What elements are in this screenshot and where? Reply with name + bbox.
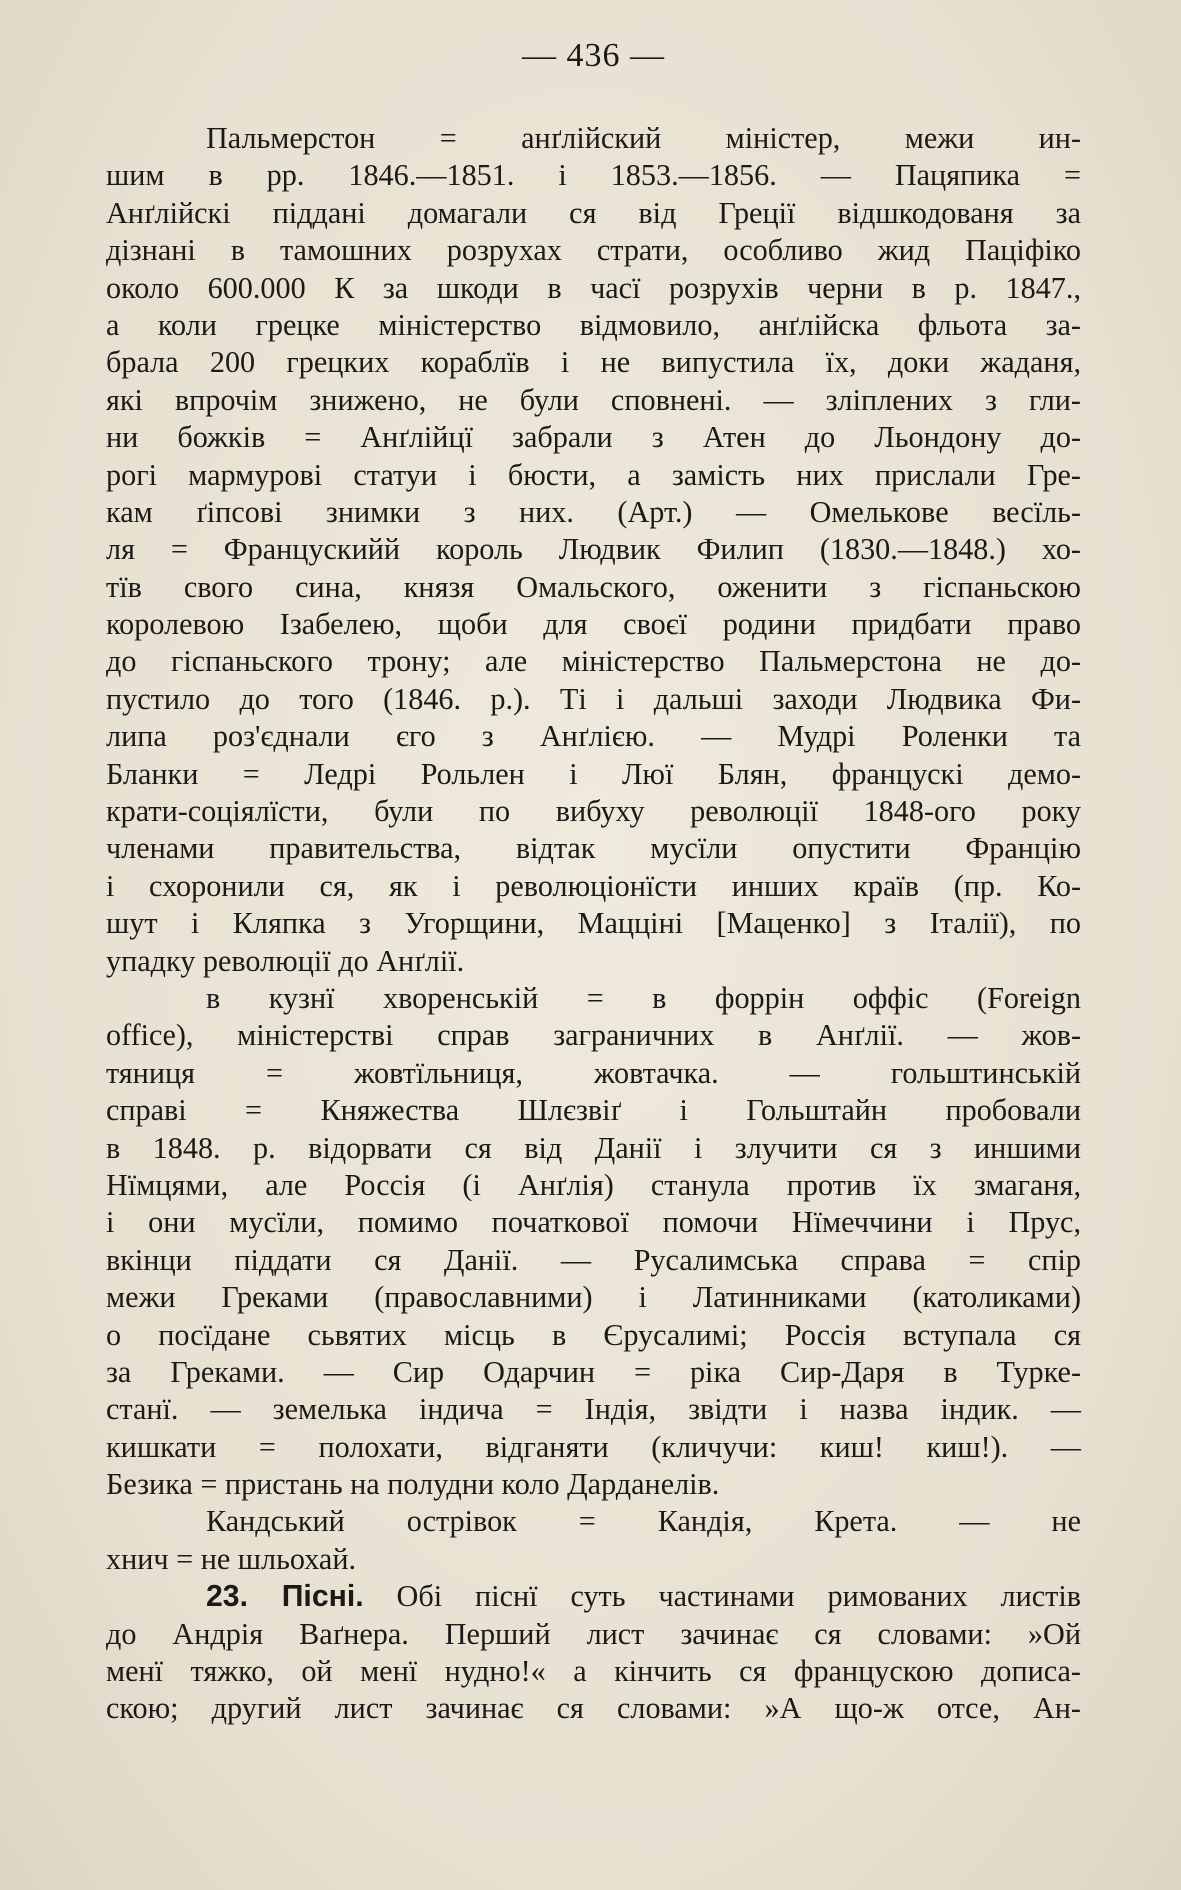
text-line: за Греками. — Сир Одарчин = ріка Сир-Даря в Турке-: [106, 1354, 1081, 1389]
text-line: Нїмцями, але Россія (і Анґлія) станула против їх змаганя,: [106, 1167, 1081, 1202]
text-line: членами правительства, відтак мусїли опустити Францію: [106, 831, 1081, 866]
text-line: скою; другий лист зачинає ся словами: »А що-ж отсе, Ан-: [106, 1691, 1081, 1726]
text-line: брала 200 грецких кораблїв і не випустила їх, доки жаданя,: [106, 345, 1081, 380]
text-line: Бланки = Ледрі Рольлен і Люї Блян, францускі демо-: [106, 756, 1081, 791]
text-line: Кандський острівок = Кандія, Крета. — не: [206, 1504, 1081, 1539]
text-line: ни божків = Анґлійцї забрали з Атен до Льондону до-: [106, 420, 1081, 455]
text-line: до гіспаньского трону; але міністерство Пальмерстона не до-: [106, 644, 1081, 679]
text-line: межи Греками (православними) і Латинниками (католиками): [106, 1280, 1081, 1315]
text-line: в 1848. р. відорвати ся від Данії і злучити ся з иншими: [106, 1130, 1081, 1165]
text-line: тїв свого сина, князя Омальского, оженити з гіспаньскою: [106, 569, 1081, 604]
text-line: office), міністерстві справ заграничних в Анґлії. — жов-: [106, 1018, 1081, 1053]
text-line: і они мусїли, помимо початкової помочи Нїмеччини і Прус,: [106, 1205, 1081, 1240]
text-line: до Андрія Ваґнера. Перший лист зачинає ся словами: »Ой: [106, 1616, 1081, 1651]
text-line: липа роз'єднали єго з Анґлією. — Мудрі Роленки та: [106, 719, 1081, 754]
text-line: кишкати = полохати, відганяти (кличучи: киш! киш!). —: [106, 1429, 1081, 1464]
text-line: кам ґіпсові знимки з них. (Арт.) — Омельковe весїль-: [106, 494, 1081, 529]
text-line: шим в рр. 1846.—1851. і 1853.—1856. — Пацяпика =: [106, 158, 1081, 193]
page-number: — 436 —: [522, 37, 665, 74]
text-line: 23. Пісні. Обі піснї суть частинами римованих листів: [206, 1579, 1081, 1614]
text-line: які впрочім знижено, не були сповнені. — зліплених з гли-: [106, 382, 1081, 417]
text-line: справі = Княжества Шлєзвіґ і Гольштайн пробовали: [106, 1093, 1081, 1128]
text-line: о посїдане сьвятих місць в Єрусалимі; Россія вступала ся: [106, 1317, 1081, 1352]
text-line: королевою Ізабелею, щоби для своєї родини придбати право: [106, 607, 1081, 642]
text-line: вкінци піддати ся Данії. — Русалимська справа = спір: [106, 1242, 1081, 1277]
text-line: упадку революції до Анґлії.: [106, 943, 465, 978]
text-line: дізнані в тамошних розрухах страти, особливо жид Паціфіко: [106, 233, 1081, 268]
text-line: около 600.000 К за шкоди в часї розрухів черни в р. 1847.,: [106, 270, 1081, 305]
text-line: шут і Кляпка з Угорщини, Мацціні [Маценко] з Італії), по: [106, 906, 1081, 941]
text-line: пустило до того (1846. р.). Ті і дальші заходи Людвика Фи-: [106, 681, 1081, 716]
text-line: Анґлійскі піддані домагали ся від Греції відшкодованя за: [106, 195, 1081, 230]
text-line: ля = Францускийй король Людвик Филип (1830.—1848.) хо-: [106, 532, 1081, 567]
text-line: хнич = не шльохай.: [106, 1541, 357, 1576]
text-line: Безика = пристань на полудни коло Дарданелів.: [106, 1467, 720, 1502]
text-line: і схоронили ся, як і революціонїсти инших країв (пр. Ко-: [106, 868, 1081, 903]
text-line: станї. — земелька індича = Індія, звідти і назва індик. —: [106, 1392, 1081, 1427]
text-line: тяниця = жовтїльниця, жовтачка. — гольштинській: [106, 1055, 1081, 1090]
text-line: а коли грецке міністерство відмовило, анґлійска фльота за-: [106, 307, 1081, 342]
body-text: [106, 120, 1081, 1728]
text-line: менї тяжко, ой менї нудно!« а кінчить ся францускою дописа-: [106, 1654, 1081, 1689]
text-line: Пальмерстон = анґлійский міністер, межи ин-: [206, 121, 1081, 155]
text-line: рогі мармурові статуи і бюсти, а замість них прислали Гре-: [106, 457, 1081, 492]
text-line: в кузнї хворенській = в форрін оффіс (Foreign: [206, 980, 1081, 1015]
text-line: крати-соціялїсти, були по вибуху революції 1848-ого року: [106, 794, 1081, 829]
